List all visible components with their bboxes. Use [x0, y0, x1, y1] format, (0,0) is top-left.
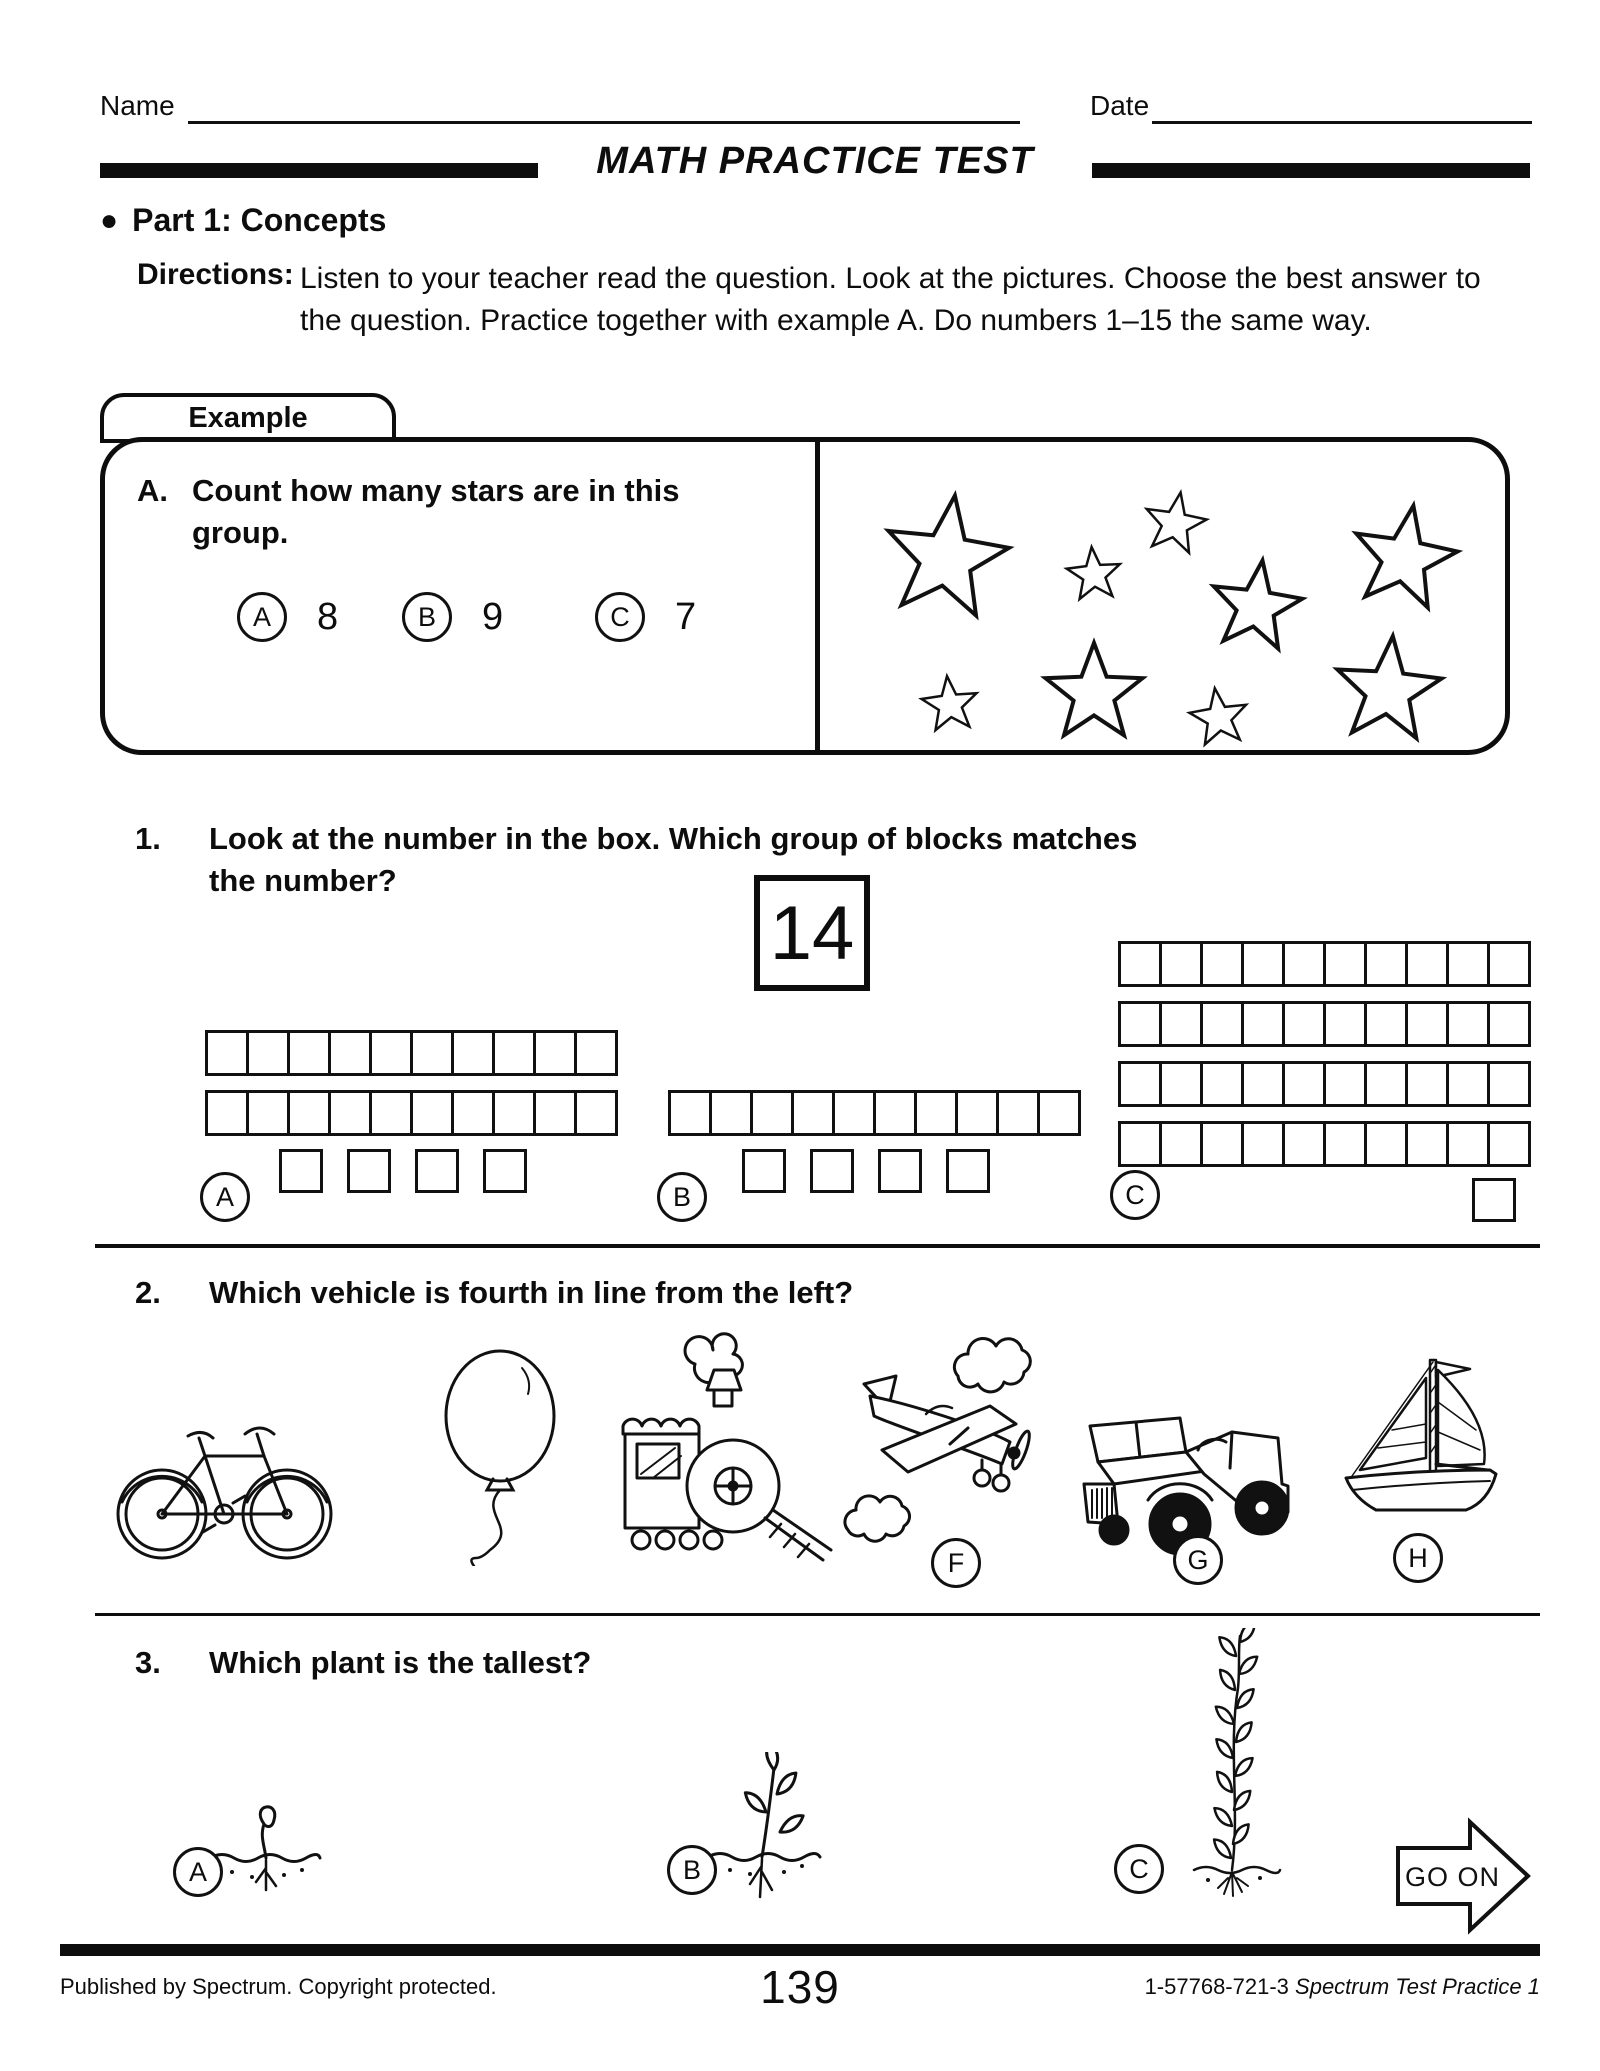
example-box — [100, 437, 1510, 755]
question-2 — [135, 1272, 1235, 1314]
example-option-c-value: 7 — [675, 595, 697, 638]
block-cell — [1405, 1061, 1449, 1107]
block-cell — [1323, 941, 1367, 987]
star-icon — [1337, 636, 1441, 738]
block-cell — [369, 1030, 413, 1076]
example-option-c[interactable] — [595, 592, 696, 642]
ten-block-strip — [668, 1090, 1081, 1136]
footer-isbn-code: 1-57768-721-3 — [1144, 1974, 1289, 1999]
block-cell — [1446, 1001, 1490, 1047]
block-cell — [492, 1030, 536, 1076]
block-cell — [574, 1030, 618, 1076]
go-on-label: GO ON — [1405, 1862, 1501, 1892]
block-cell — [533, 1090, 577, 1136]
answer-bubble-q2-h[interactable]: H — [1393, 1533, 1443, 1583]
footer-isbn — [1145, 1974, 1540, 2000]
block-cell — [709, 1090, 753, 1136]
example-option-b-value: 9 — [482, 595, 504, 638]
divider-rule-1 — [95, 1244, 1540, 1248]
block-cell — [832, 1090, 876, 1136]
ten-block-strip — [1118, 1001, 1531, 1047]
block-cell — [287, 1090, 331, 1136]
directions-label: Directions: — [137, 258, 294, 291]
question-3-number: 3. — [135, 1645, 161, 1680]
title-rule-left — [100, 163, 538, 178]
block-cell — [1364, 1121, 1408, 1167]
number-box — [754, 875, 870, 991]
example-tab-label: Example — [188, 401, 308, 434]
name-input-line[interactable] — [188, 120, 1020, 124]
block-cell — [1118, 941, 1162, 987]
example-question-text: Count how many stars are in this group. — [192, 473, 680, 550]
ten-block-strip — [205, 1090, 618, 1136]
star-icon — [1067, 547, 1120, 599]
example-question — [137, 470, 757, 554]
block-cell — [1282, 1061, 1326, 1107]
sailboat-image — [1338, 1352, 1508, 1537]
answer-bubble-q3-a[interactable]: A — [173, 1847, 223, 1897]
block-cell — [668, 1090, 712, 1136]
block-cell — [1282, 941, 1326, 987]
ones-blocks-row — [668, 1149, 1081, 1193]
block-cell — [1323, 1001, 1367, 1047]
block-cell — [1323, 1061, 1367, 1107]
example-tab — [100, 393, 396, 443]
block-cell — [246, 1030, 290, 1076]
ones-blocks-row — [1118, 1178, 1516, 1222]
block-cell — [1446, 1061, 1490, 1107]
part-heading-label: Part 1: Concepts — [132, 202, 387, 238]
block-cell — [791, 1090, 835, 1136]
date-label: Date — [1090, 90, 1150, 121]
plant-vine-image — [1180, 1628, 1295, 1898]
boxed-number: 14 — [769, 890, 855, 976]
block-cell — [1487, 1061, 1531, 1107]
block-cell — [369, 1090, 413, 1136]
block-cell — [1241, 1061, 1285, 1107]
block-cell — [914, 1090, 958, 1136]
block-cell — [996, 1090, 1040, 1136]
footer-book-title: Spectrum Test Practice 1 — [1295, 1974, 1540, 1999]
block-cell — [1487, 941, 1531, 987]
one-block — [878, 1149, 922, 1193]
answer-bubble-q1-b[interactable]: B — [657, 1172, 707, 1222]
star-icon — [889, 496, 1010, 616]
plant-seedling-image — [700, 1752, 835, 1907]
one-block — [1472, 1178, 1516, 1222]
airplane-image — [830, 1332, 1065, 1557]
block-cell — [1364, 1001, 1408, 1047]
question-2-number: 2. — [135, 1275, 161, 1310]
block-cell — [287, 1030, 331, 1076]
block-cell — [1159, 1121, 1203, 1167]
block-cell — [955, 1090, 999, 1136]
answer-bubble-b[interactable]: B — [402, 592, 452, 642]
block-cell — [328, 1030, 372, 1076]
bicycle-image — [112, 1390, 337, 1565]
block-cell — [451, 1090, 495, 1136]
block-cell — [328, 1090, 372, 1136]
block-cell — [1118, 1061, 1162, 1107]
question-1 — [135, 818, 1145, 902]
part-heading — [100, 202, 386, 239]
example-question-number: A. — [137, 473, 168, 508]
name-label: Name — [100, 90, 175, 121]
one-block — [415, 1149, 459, 1193]
balloon-image — [420, 1338, 575, 1566]
block-cell — [1159, 1001, 1203, 1047]
star-icon — [1190, 688, 1247, 744]
question-2-text: Which vehicle is fourth in line from the left? — [209, 1275, 854, 1310]
block-group-b — [668, 1090, 1081, 1193]
block-group-c — [1118, 941, 1531, 1222]
answer-bubble-q3-b[interactable]: B — [667, 1845, 717, 1895]
plant-sprout-image — [200, 1798, 335, 1903]
block-cell — [410, 1090, 454, 1136]
block-cell — [1364, 1061, 1408, 1107]
one-block — [347, 1149, 391, 1193]
answer-bubble-q2-f[interactable]: F — [931, 1538, 981, 1588]
example-option-a-value: 8 — [317, 595, 339, 638]
one-block — [279, 1149, 323, 1193]
one-block — [483, 1149, 527, 1193]
block-cell — [1405, 1121, 1449, 1167]
block-cell — [1200, 1061, 1244, 1107]
directions-text: Listen to your teacher read the question. Look at the pictures. Choose the best answer to the question. Practice together with example A. Do numbers 1–15 the same way. — [300, 262, 1481, 337]
block-cell — [533, 1030, 577, 1076]
question-1-number: 1. — [135, 821, 161, 856]
block-cell — [1446, 1121, 1490, 1167]
one-block — [946, 1149, 990, 1193]
block-cell — [205, 1030, 249, 1076]
footer-publisher: Published by Spectrum. Copyright protected. — [60, 1974, 497, 1999]
block-cell — [451, 1030, 495, 1076]
star-icon — [1214, 561, 1303, 649]
go-on-arrow-icon — [1392, 1816, 1534, 1936]
block-cell — [1159, 1061, 1203, 1107]
block-cell — [1405, 1001, 1449, 1047]
divider-rule-2 — [95, 1613, 1540, 1616]
block-cell — [410, 1030, 454, 1076]
question-1-text: Look at the number in the box. Which group of blocks matches the number? — [209, 821, 1138, 898]
block-cell — [1118, 1121, 1162, 1167]
ten-block-strip — [1118, 1121, 1531, 1167]
block-cell — [1487, 1121, 1531, 1167]
block-cell — [492, 1090, 536, 1136]
question-3 — [135, 1642, 1035, 1684]
block-cell — [574, 1090, 618, 1136]
stars-group-image — [820, 442, 1510, 750]
title-rule-right — [1092, 163, 1530, 178]
block-cell — [1282, 1001, 1326, 1047]
train-image — [615, 1328, 840, 1563]
block-cell — [1282, 1121, 1326, 1167]
answer-bubble-q2-g[interactable]: G — [1173, 1535, 1223, 1585]
block-cell — [1405, 941, 1449, 987]
question-3-text: Which plant is the tallest? — [209, 1645, 592, 1680]
block-cell — [1241, 1001, 1285, 1047]
answer-bubble-q1-a[interactable]: A — [200, 1172, 250, 1222]
page-title: MATH PRACTICE TEST — [596, 140, 1034, 182]
block-cell — [1323, 1121, 1367, 1167]
star-icon — [1147, 493, 1207, 553]
block-cell — [873, 1090, 917, 1136]
star-icon — [922, 676, 977, 730]
answer-bubble-q1-c[interactable]: C — [1110, 1170, 1160, 1220]
bullet-icon: ● — [100, 203, 119, 237]
block-cell — [1446, 941, 1490, 987]
answer-bubble-q3-c[interactable]: C — [1114, 1844, 1164, 1894]
ten-block-strip — [1118, 941, 1531, 987]
block-cell — [1241, 1121, 1285, 1167]
footer-rule — [60, 1944, 1540, 1956]
block-cell — [205, 1090, 249, 1136]
page-number: 139 — [760, 1961, 840, 2013]
star-icon — [1356, 506, 1457, 608]
block-cell — [1241, 941, 1285, 987]
star-icon — [1046, 643, 1143, 735]
block-cell — [1364, 941, 1408, 987]
ten-block-strip — [205, 1030, 618, 1076]
block-group-a — [205, 1030, 618, 1193]
example-option-b[interactable] — [402, 592, 503, 642]
block-cell — [246, 1090, 290, 1136]
block-cell — [1200, 1121, 1244, 1167]
block-cell — [1118, 1001, 1162, 1047]
ten-block-strip — [1118, 1061, 1531, 1107]
answer-bubble-c[interactable]: C — [595, 592, 645, 642]
date-input-line[interactable] — [1152, 120, 1532, 124]
example-option-a[interactable] — [237, 592, 338, 642]
block-cell — [1487, 1001, 1531, 1047]
block-cell — [1037, 1090, 1081, 1136]
block-cell — [1200, 941, 1244, 987]
answer-bubble-a[interactable]: A — [237, 592, 287, 642]
one-block — [810, 1149, 854, 1193]
block-cell — [1200, 1001, 1244, 1047]
block-cell — [1159, 941, 1203, 987]
block-cell — [750, 1090, 794, 1136]
ones-blocks-row — [205, 1149, 618, 1193]
one-block — [742, 1149, 786, 1193]
